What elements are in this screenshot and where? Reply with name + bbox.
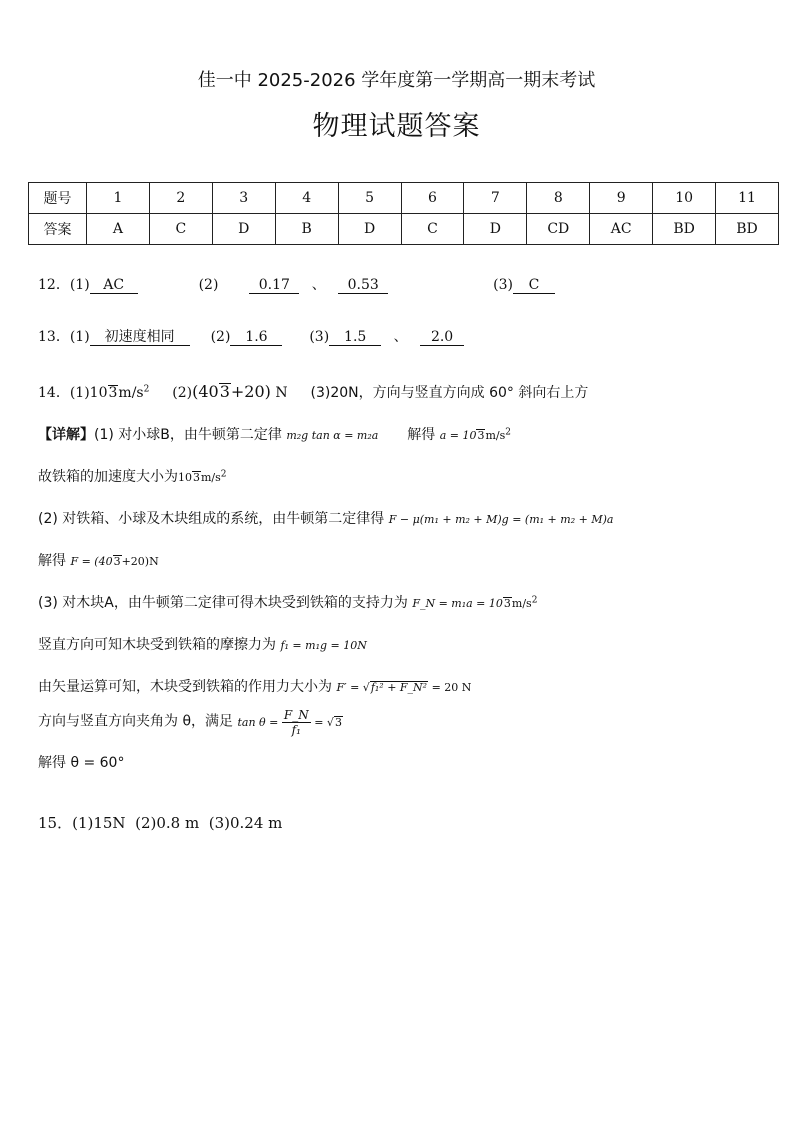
detail-line-1: 【详解】(1) 对小球B，由牛顿第二定律 m₂g tan α = m₂a 解得 $a = 103m/s^2$: [38, 427, 511, 443]
answer-blank: 初速度相同: [90, 329, 190, 346]
value: +20): [230, 382, 271, 401]
unit: m/s: [201, 471, 221, 484]
detail-text: 解得 θ = 60°: [38, 755, 125, 771]
detail-text: 解得: [38, 553, 66, 569]
table-cell: CD: [527, 214, 590, 245]
separator: 、: [393, 329, 408, 345]
equation: tan θ =: [237, 715, 279, 729]
question-15-answer: [38, 812, 282, 833]
part-label: (3): [493, 277, 513, 293]
table-cell: 8: [527, 183, 590, 214]
table-cell: 2: [149, 183, 212, 214]
equation: a = 10: [439, 429, 477, 442]
table-row-numbers: [29, 183, 779, 214]
answer-blank: 1.5: [329, 329, 381, 346]
equation: F = (40: [70, 555, 113, 568]
equation: F − μ(m₁ + m₂ + M)g = (m₁ + m₂ + M)a: [388, 513, 614, 526]
table-cell: B: [275, 214, 338, 245]
equation: = 20 N: [431, 681, 472, 694]
table-cell: 11: [716, 183, 779, 214]
detail-text: 故铁箱的加速度大小为: [38, 469, 178, 485]
answer-table: [28, 182, 779, 245]
answer-blank: C: [513, 277, 555, 294]
question-13-answer: [38, 326, 464, 346]
answer-text: (1)15N (2)0.8 m (3)0.24 m: [72, 814, 283, 832]
detail-line-2: 故铁箱的加速度大小为$103m/s^2$: [38, 469, 227, 485]
equation: =: [314, 715, 324, 729]
table-cell: AC: [590, 214, 653, 245]
table-cell: 4: [275, 183, 338, 214]
part-label: (1): [69, 277, 90, 293]
table-cell: D: [464, 214, 527, 245]
radicand: 3: [108, 385, 118, 401]
answer-blank: AC: [90, 277, 138, 294]
detail-line-8: 方向与竖直方向夹角为 θ，满足 tan θ = $\frac{F\_N}{\text{f₁}}$ = √3: [38, 708, 342, 737]
detail-text: (1) 对小球B，由牛顿第二定律: [94, 427, 282, 443]
detail-tag: 【详解】: [38, 427, 94, 443]
part-label: (1): [69, 385, 90, 401]
table-cell: C: [149, 214, 212, 245]
radicand: 3: [193, 471, 200, 484]
unit: m/s: [118, 385, 144, 401]
detail-text: (3) 对木块A，由牛顿第二定律可得木块受到铁箱的支持力为: [38, 595, 408, 611]
equation: +20)N: [121, 555, 159, 568]
answer-blank: 0.17: [249, 277, 299, 294]
equation: m₂g tan α = m₂a: [286, 429, 379, 442]
unit: m/s: [485, 429, 506, 442]
unit: N: [275, 385, 288, 401]
table-cell: 10: [653, 183, 716, 214]
question-number: 14．: [38, 385, 70, 401]
value: 10: [178, 471, 192, 484]
detail-line-7: 由矢量运算可知，木块受到铁箱的作用力大小为 F′ = √f₁² + F_N² = 20 N: [38, 679, 472, 695]
answer-sheet-title: 物理试题答案: [312, 111, 481, 142]
detail-text: 由矢量运算可知，木块受到铁箱的作用力大小为: [38, 679, 332, 695]
table-cell: 1: [87, 183, 150, 214]
radicand: 3: [477, 429, 485, 442]
detail-text: 方向与竖直方向夹角为 θ，满足: [38, 713, 234, 730]
question-14-answer: 14．$(1)103m/s^2$ (2)(403+20) N (3)20N，方向与竖直方向成 60° 斜向右上方: [38, 382, 589, 401]
row-label-numbers: 题号: [29, 183, 87, 214]
denominator: f₁: [291, 723, 301, 737]
table-row-answers: [29, 214, 779, 245]
detail-line-5: (3) 对木块A，由牛顿第二定律可得木块受到铁箱的支持力为 F_N = $m_1a = 103m/s^2$: [38, 595, 538, 611]
table-cell: D: [338, 214, 401, 245]
table-cell: BD: [653, 214, 716, 245]
table-cell: 9: [590, 183, 653, 214]
part-label: (3): [309, 329, 330, 345]
detail-line-4: [38, 550, 159, 570]
radicand: 3: [503, 597, 511, 610]
equation: F′ =: [336, 681, 360, 694]
table-cell: C: [401, 214, 464, 245]
part-3-answer: (3)20N，方向与竖直方向成 60° 斜向右上方: [310, 385, 589, 401]
table-cell: D: [212, 214, 275, 245]
part-label: (2): [198, 277, 219, 293]
detail-line-6: [38, 634, 367, 654]
radicand: 3: [219, 382, 230, 401]
question-number: 15．: [38, 814, 73, 832]
fraction: [282, 708, 311, 737]
value: (40: [192, 382, 219, 401]
equation: F_N = m₁a = 10: [412, 597, 503, 610]
numerator: F_N: [283, 708, 309, 722]
answer-blank: 0.53: [338, 277, 388, 294]
radicand: 3: [334, 715, 342, 729]
radicand: f₁² + F_N²: [370, 681, 428, 694]
answer-blank: 1.6: [230, 329, 282, 346]
separator: 、: [311, 277, 326, 293]
table-cell: A: [87, 214, 150, 245]
row-label-answers: 答案: [29, 214, 87, 245]
detail-text: 解得: [407, 427, 436, 443]
detail-text: 竖直方向可知木块受到铁箱的摩擦力为: [38, 637, 276, 653]
equation: f₁ = m₁g = 10N: [280, 639, 367, 652]
unit: m/s: [511, 597, 532, 610]
part-label: (2): [172, 385, 193, 401]
value: 10: [89, 385, 108, 401]
question-number: 12．: [38, 277, 70, 293]
radicand: 3: [113, 555, 121, 568]
part-label: (1): [69, 329, 90, 345]
detail-text: (2) 对铁箱、小球及木块组成的系统，由牛顿第二定律得: [38, 511, 385, 527]
answer-blank: 2.0: [420, 329, 464, 346]
table-cell: 5: [338, 183, 401, 214]
table-cell: 3: [212, 183, 275, 214]
question-number: 13．: [38, 329, 70, 345]
table-cell: BD: [716, 214, 779, 245]
exam-title: 佳一中 2025-2026 学年度第一学期高一期末考试: [197, 70, 596, 91]
table-cell: 6: [401, 183, 464, 214]
question-12-answer: [38, 274, 555, 294]
detail-line-9: [38, 752, 124, 772]
part-label: (2): [210, 329, 231, 345]
detail-line-3: [38, 508, 613, 528]
table-cell: 7: [464, 183, 527, 214]
